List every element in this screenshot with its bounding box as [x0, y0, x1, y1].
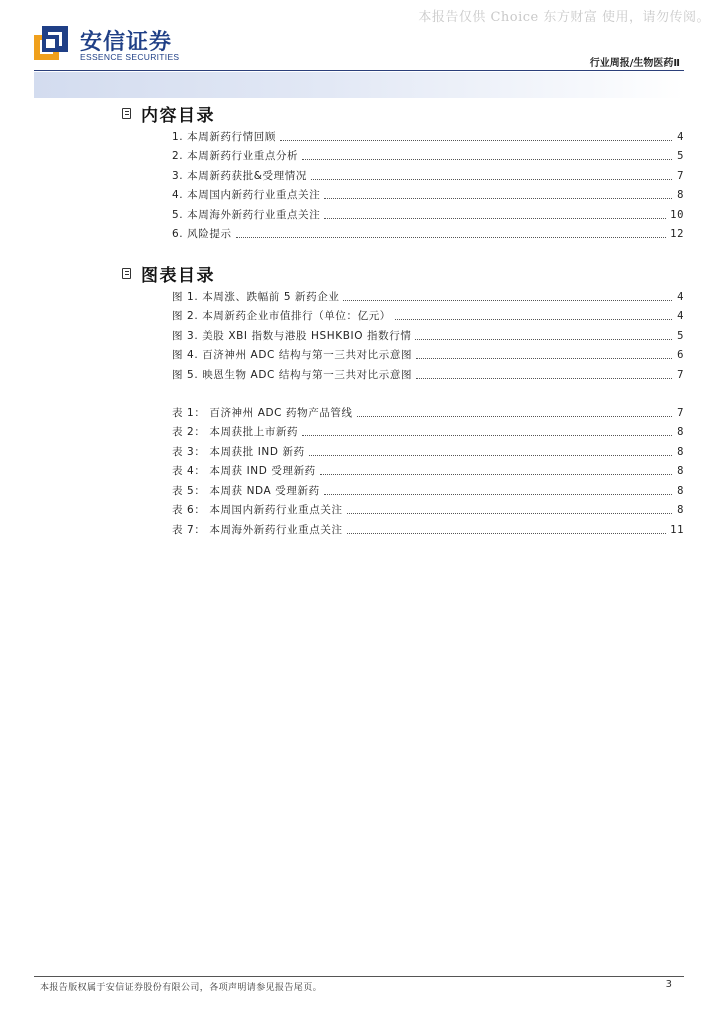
- table-entry-page: 8: [677, 445, 684, 458]
- table-entry-label: 表 1： 百济神州 ADC 药物产品管线: [172, 406, 353, 419]
- table-entry-page: 8: [677, 465, 684, 477]
- table-entry-label: 表 4： 本周获 IND 受理新药: [172, 465, 316, 477]
- table-entry-label: 表 7： 本周海外新药行业重点关注: [172, 523, 343, 536]
- toc-entry-label: 2. 本周新药行业重点分析: [172, 150, 299, 162]
- content-toc-title: 内容目录: [141, 105, 215, 126]
- table-entry[interactable]: [172, 478, 684, 498]
- header-divider: [34, 70, 684, 71]
- figure-entry[interactable]: [172, 284, 684, 304]
- toc-entry[interactable]: [172, 222, 684, 242]
- figure-entry-page: 7: [677, 368, 684, 381]
- logo-mark-icon: [34, 26, 68, 60]
- content-toc-list: [172, 124, 684, 241]
- table-entry[interactable]: [172, 439, 684, 459]
- company-logo: [34, 26, 194, 66]
- figure-entry[interactable]: [172, 304, 684, 324]
- table-entry-label: 表 3： 本周获批 IND 新药: [172, 445, 305, 458]
- dot-leader: [280, 140, 672, 141]
- chart-toc-title: 图表目录: [141, 265, 215, 286]
- toc-entry-page: 4: [677, 130, 684, 143]
- dot-leader: [357, 416, 672, 417]
- dot-leader: [302, 435, 672, 436]
- toc-entry-label: 5. 本周海外新药行业重点关注: [172, 208, 321, 221]
- document-icon: [122, 268, 131, 279]
- dot-leader: [324, 198, 672, 199]
- document-icon: [122, 108, 131, 119]
- dot-leader: [416, 358, 672, 359]
- table-entry-page: 8: [677, 484, 684, 497]
- table-entry-label: 表 2： 本周获批上市新药: [172, 426, 299, 438]
- dot-leader: [415, 339, 672, 340]
- toc-entry[interactable]: [172, 202, 684, 222]
- figure-entry-label: 图 4. 百济神州 ADC 结构与第一三共对比示意图: [172, 349, 413, 361]
- page-number: 3: [665, 979, 672, 990]
- toc-entry-page: 5: [677, 150, 684, 162]
- toc-entry-page: 7: [677, 169, 684, 182]
- toc-entry[interactable]: [172, 144, 684, 164]
- figure-entry-page: 6: [677, 349, 684, 361]
- dot-leader: [347, 513, 672, 514]
- header-band: [34, 72, 684, 98]
- toc-entry[interactable]: [172, 183, 684, 203]
- table-entry-page: 11: [670, 523, 684, 536]
- dot-leader: [343, 300, 672, 301]
- dot-leader: [320, 474, 672, 475]
- toc-entry-label: 1. 本周新药行情回顾: [172, 130, 276, 143]
- toc-entry-label: 6. 风险提示: [172, 228, 232, 240]
- table-entry[interactable]: [172, 498, 684, 518]
- dot-leader: [416, 378, 672, 379]
- dot-leader: [324, 218, 666, 219]
- table-entry-page: 8: [677, 426, 684, 438]
- dot-leader: [347, 533, 667, 534]
- content-toc-heading: [122, 102, 215, 124]
- table-entry[interactable]: [172, 459, 684, 479]
- figure-entry-label: 图 5. 映恩生物 ADC 结构与第一三共对比示意图: [172, 368, 413, 381]
- toc-entry[interactable]: [172, 124, 684, 144]
- toc-entry[interactable]: [172, 163, 684, 183]
- dot-leader: [324, 494, 672, 495]
- dot-leader: [311, 179, 672, 180]
- footer-divider: [34, 976, 684, 977]
- table-entry[interactable]: [172, 400, 684, 420]
- toc-entry-page: 10: [670, 208, 684, 221]
- toc-entry-label: 4. 本周国内新药行业重点关注: [172, 189, 321, 201]
- figure-entry[interactable]: [172, 362, 684, 382]
- figure-entry[interactable]: [172, 343, 684, 363]
- dot-leader: [236, 237, 667, 238]
- table-toc-list: [172, 400, 684, 537]
- table-entry-label: 表 6： 本周国内新药行业重点关注: [172, 504, 343, 516]
- footer-disclaimer: 本报告版权属于安信证券股份有限公司，各项声明请参见报告尾页。: [40, 983, 323, 993]
- brand-name-cn: 安信证券: [80, 30, 173, 55]
- document-category: 行业周报/生物医药Ⅱ: [589, 58, 680, 69]
- table-entry[interactable]: [172, 517, 684, 537]
- figure-entry-page: 4: [677, 310, 684, 322]
- toc-entry-label: 3. 本周新药获批&受理情况: [172, 169, 307, 182]
- dot-leader: [395, 319, 672, 320]
- brand-name-en: ESSENCE SECURITIES: [80, 52, 180, 62]
- dot-leader: [309, 455, 672, 456]
- figure-toc-list: [172, 284, 684, 382]
- figure-entry-page: 4: [677, 290, 684, 303]
- toc-entry-page: 8: [677, 189, 684, 201]
- toc-entry-page: 12: [670, 228, 684, 240]
- figure-entry-label: 图 1. 本周涨、跌幅前 5 新药企业: [172, 290, 340, 303]
- dot-leader: [302, 159, 672, 160]
- table-entry-page: 8: [677, 504, 684, 516]
- figure-entry-label: 图 3. 美股 XBI 指数与港股 HSHKBIO 指数行情: [172, 329, 412, 342]
- chart-toc-heading: [122, 262, 215, 284]
- table-entry-page: 7: [677, 406, 684, 419]
- watermark-text: 本报告仅供 Choice 东方财富 使用，请勿传阅。: [418, 10, 710, 25]
- table-entry[interactable]: [172, 420, 684, 440]
- figure-entry-label: 图 2. 本周新药企业市值排行（单位：亿元）: [172, 310, 391, 322]
- figure-entry-page: 5: [677, 329, 684, 342]
- figure-entry[interactable]: [172, 323, 684, 343]
- table-entry-label: 表 5： 本周获 NDA 受理新药: [172, 484, 320, 497]
